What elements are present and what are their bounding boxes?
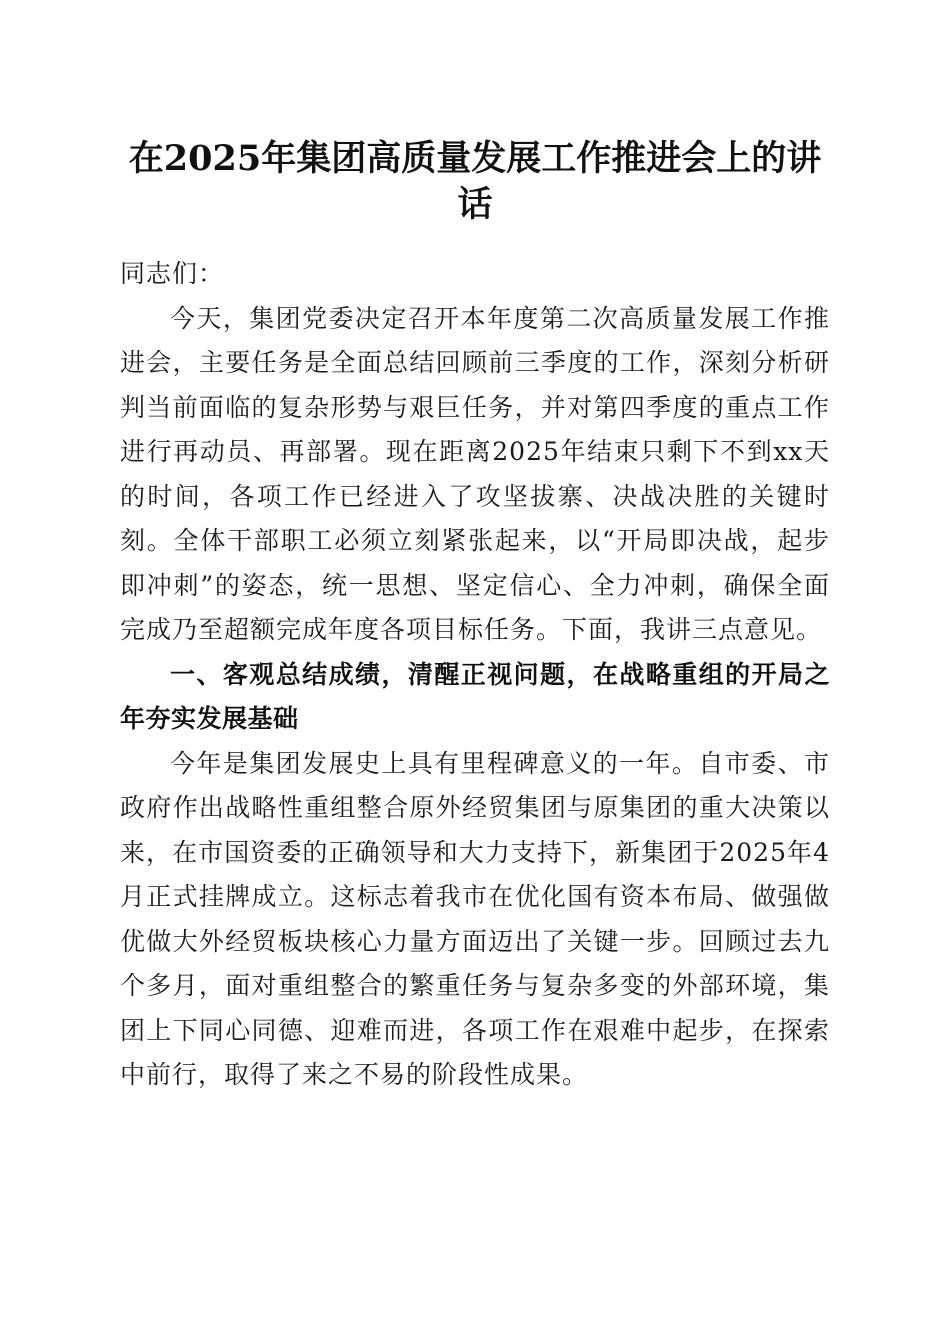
- salutation: 同志们：: [120, 259, 225, 288]
- opening-paragraph: 今天，集团党委决定召开本年度第二次高质量发展工作推进会，主要任务是全面总结回顾前三季度的工作，深刻分析研判当前面临的复杂形势与艰巨任务，并对第四季度的重点工作进行再动员、再部署。现在距离2025年结束只剩下不到xx天的时间，各项工作已经进入了攻坚拔寨、决战决胜的关键时刻。全体干部职工必须立刻紧张起来，以“开局即决战，起步即冲刺”的姿态，统一思想、坚定信心、全力冲刺，确保全面完成乃至超额完成年度各项目标任务。下面，我讲三点意见。: [120, 303, 830, 644]
- document-title: 在2025年集团高质量发展工作推进会上的讲话: [128, 138, 822, 225]
- section-heading-1: 一、客观总结成绩，清醒正视问题，在战略重组的开局之年夯实发展基础: [120, 659, 830, 733]
- section-1-paragraph: 今年是集团发展史上具有里程碑意义的一年。自市委、市政府作出战略性重组整合原外经贸集团与原集团的重大决策以来，在市国资委的正确领导和大力支持下，新集团于2025年4月正式挂牌成立。这标志着我市在优化国有资本布局、做强做优做大外经贸板块核心力量方面迈出了关键一步。回顾过去九个多月，面对重组整合的繁重任务与复杂多变的外部环境，集团上下同心同德、迎难而进，各项工作在艰难中起步，在探索中前行，取得了来之不易的阶段性成果。: [120, 748, 830, 1089]
- document-body: [120, 252, 830, 1098]
